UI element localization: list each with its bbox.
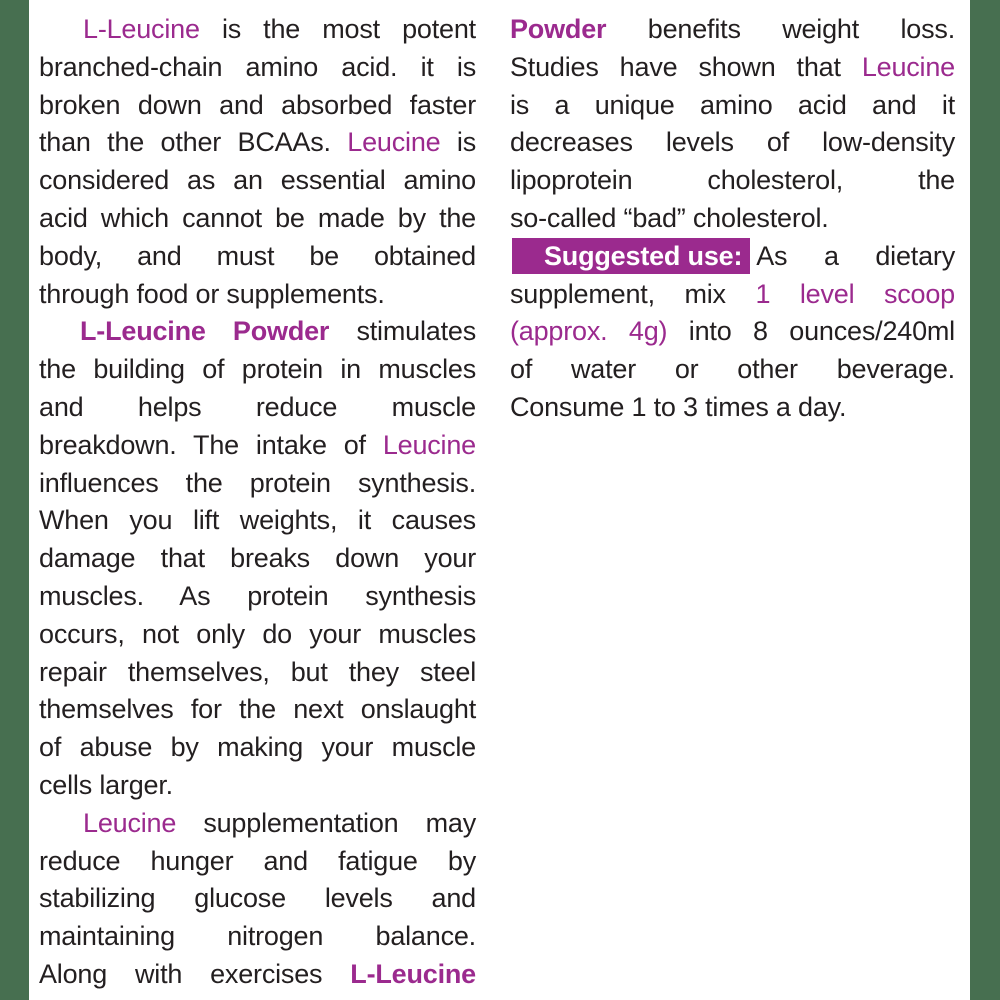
right-text-column	[510, 11, 955, 427]
highlight-term-bold: Powder	[510, 14, 607, 44]
text-line: maintaining nitrogen balance.	[39, 921, 476, 952]
text-line: so-called “bad” cholesterol.	[510, 202, 829, 233]
highlight-term: Leucine	[83, 807, 177, 838]
text-line: lipoprotein cholesterol, the	[510, 165, 955, 196]
text-line: and helps reduce muscle	[39, 391, 476, 422]
text-line: stabilizing glucose levels and	[39, 883, 476, 914]
text-line: influences the protein synthesis.	[39, 467, 476, 498]
text-line: considered as an essential amino	[39, 165, 476, 196]
text-line: cells larger.	[39, 769, 173, 800]
text-line: (approx. 4g) into 8 ounces/240ml	[510, 316, 955, 347]
suggested-use-label: Suggested use:	[512, 238, 750, 274]
text-line: than the other BCAAs. Leucine is	[39, 127, 476, 158]
text-line: Suggested use: As a dietary	[510, 238, 955, 276]
text-line: L-Leucine is the most potent	[83, 14, 476, 44]
text-line: broken down and absorbed faster	[39, 89, 476, 120]
text-line: decreases levels of low-density	[510, 127, 955, 158]
text-line: body, and must be obtained	[39, 240, 476, 271]
text-line: the building of protein in muscles	[39, 354, 476, 385]
text-line: branched-chain amino acid. it is	[39, 51, 476, 82]
right-side-bar	[970, 0, 1000, 1000]
text-line: through food or supplements.	[39, 278, 385, 309]
highlight-term-bold: L-Leucine	[350, 958, 476, 989]
left-text-column	[39, 11, 476, 994]
highlight-term: L-Leucine	[83, 14, 200, 44]
text-line: muscles. As protein synthesis	[39, 580, 476, 611]
text-line: occurs, not only do your muscles	[39, 618, 476, 649]
text-line: repair themselves, but they steel	[39, 656, 476, 687]
text-line: of abuse by making your muscle	[39, 732, 476, 763]
highlight-term-bold: L-Leucine Powder	[80, 316, 330, 347]
text-line: Powder benefits weight loss.	[510, 14, 955, 44]
left-side-bar	[0, 0, 29, 1000]
highlight-term: Leucine	[861, 51, 955, 82]
text-line: of water or other beverage.	[510, 354, 955, 385]
text-line: supplement, mix 1 level scoop	[510, 278, 955, 309]
text-line: themselves for the next onslaught	[39, 694, 476, 725]
text-line: Leucine supplementation may	[83, 807, 476, 838]
text-line: Studies have shown that Leucine	[510, 51, 955, 82]
text-line: Consume 1 to 3 times a day.	[510, 391, 847, 422]
text-line: Along with exercises L-Leucine	[39, 958, 476, 989]
highlight-term: Leucine	[347, 127, 441, 158]
text-line: reduce hunger and fatigue by	[39, 845, 476, 876]
text-line: acid which cannot be made by the	[39, 202, 476, 233]
highlight-term: Leucine	[382, 429, 476, 460]
text-line: L-Leucine Powder stimulates	[80, 316, 476, 347]
highlight-term: 1 level scoop	[755, 278, 955, 309]
text-line: breakdown. The intake of Leucine	[39, 429, 476, 460]
text-line: is a unique amino acid and it	[510, 89, 955, 120]
highlight-term: (approx. 4g)	[510, 316, 668, 347]
text-line: damage that breaks down your	[39, 543, 476, 574]
text-line: When you lift weights, it causes	[39, 505, 476, 536]
